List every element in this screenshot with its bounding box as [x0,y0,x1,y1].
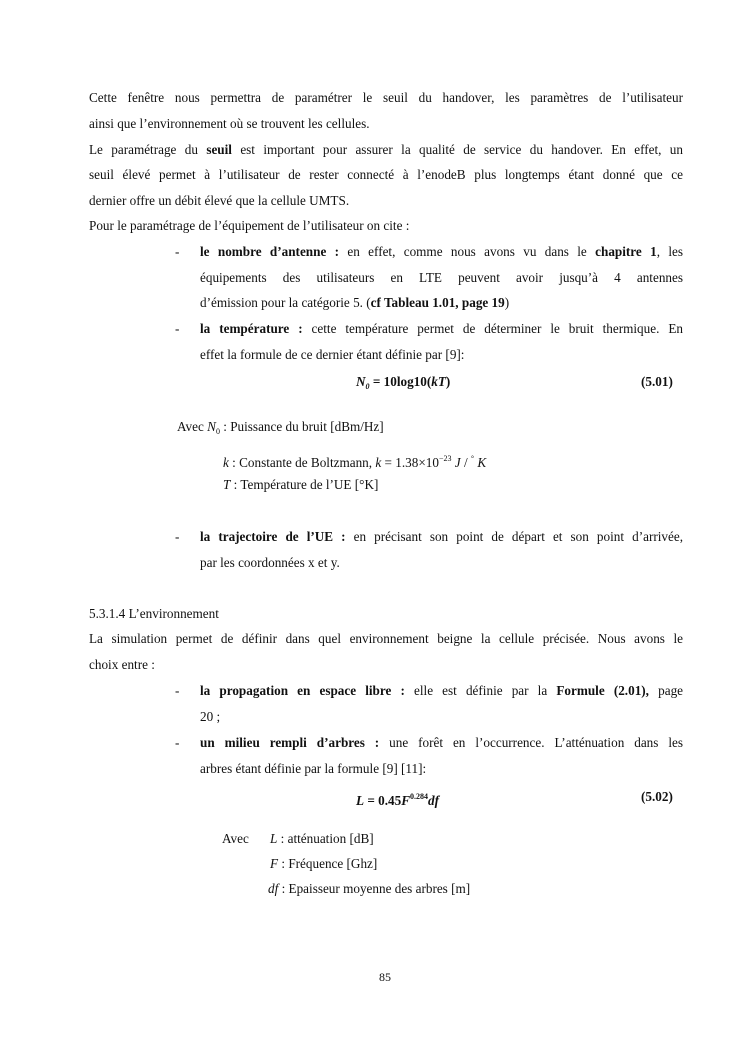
bullet-dash: - [175,321,180,336]
where-l: L : atténuation [dB] [270,831,374,846]
equation-number: (5.02) [641,789,673,804]
where-t: T : Température de l’UE [°K] [223,477,379,492]
bullet-dash: - [175,735,180,750]
where-avec: Avec [222,831,249,846]
equation-5-01: $N_0 = 10\log 10(kT)$ [356,374,451,391]
free-space-item-line-2: 20 ; [200,709,221,724]
antenna-item-line-1: le nombre d’antenne : en effet, comme nous avons vu dans le chapitre 1, les [200,244,684,259]
page-number: 85 [379,970,391,984]
intro-line-2: ainsi que l’environnement où se trouvent les cellules. [89,116,370,131]
section-heading: 5.3.1.4 L’environnement [89,606,219,621]
intro-line-5: dernier offre un débit élevé que la cellule UMTS. [89,193,350,208]
env-line-2: choix entre : [89,657,155,672]
bullet-dash: - [175,683,180,698]
trajectory-item-line-1: la trajectoire de l’UE : en précisant son point de départ et son point d’arrivée, [200,529,683,544]
equation-5-02: $L = 0.45F^{0.284}df$ [356,792,440,808]
where-k: k : Constante de Boltzmann, $k = 1.38\times 10^{-23}$ J / ° K [223,454,487,470]
env-line-1: La simulation permet de définir dans quel environnement beigne la cellule précisée. Nous avons le [89,631,683,646]
trajectory-item-line-2: par les coordonnées x et y. [200,555,340,570]
where-df: df : Epaisseur moyenne des arbres [m] [268,881,471,896]
trees-item-line-1: un milieu rempli d’arbres : une forêt en l’occurrence. L’atténuation dans les [200,735,683,750]
temperature-item-line-2: effet la formule de ce dernier étant définie par [9]: [200,347,465,362]
bullet-dash: - [175,529,180,544]
bullet-dash: - [175,244,180,259]
where-f: F : Fréquence [Ghz] [270,856,378,871]
intro-line-3: Le paramétrage du seuil est important pour assurer la qualité de service du handover. En effet, un [89,142,683,157]
antenna-item-line-2: équipements des utilisateurs en LTE peuvent avoir jusqu’à 4 antennes [200,270,683,285]
equation-number: (5.01) [641,374,673,389]
trees-item-line-2: arbres étant définie par la formule [9] [11]: [200,761,427,776]
free-space-item-line-1: la propagation en espace libre : elle est définie par la Formule (2.01), page [200,683,684,698]
intro-line-4: seuil élevé permet à l’utilisateur de rester connecté à l’enodeB plus longtemps étant donné que ce [89,167,683,182]
temperature-item-line-1: la température : cette température permet de déterminer le bruit thermique. En [200,321,683,336]
intro-line-1: Cette fenêtre nous permettra de paramétrer le seuil du handover, les paramètres de l’utilisateur [89,90,683,105]
where-n0: Avec $N_0$ : Puissance du bruit [dBm/Hz] [177,419,384,436]
antenna-item-line-3: d’émission pour la catégorie 5. (cf Tableau 1.01, page 19) [200,295,510,310]
intro-line-6: Pour le paramétrage de l’équipement de l’utilisateur on cite : [89,218,410,233]
